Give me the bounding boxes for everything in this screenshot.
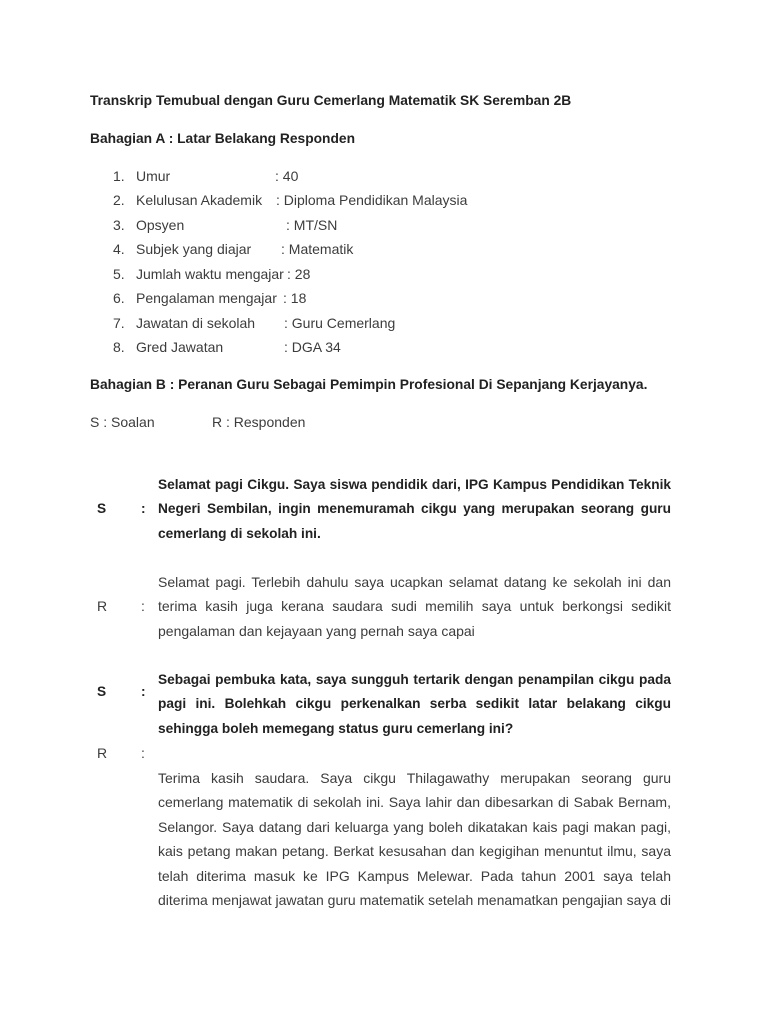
legend-soalan: S : Soalan <box>90 413 155 430</box>
text-line: Sebagai pembuka kata, saya sungguh tertarik dengan penampilan cikgu pada <box>158 671 671 687</box>
list-item-number: 4. <box>113 241 125 257</box>
list-item <box>0 286 768 311</box>
list-item-label: Kelulusan Akademik <box>136 192 263 208</box>
list-item-label: Gred Jawatan <box>136 339 224 355</box>
text-line: kais petang makan petang. Berkat kesusahan dan kegigihan menuntut ilmu, saya <box>158 843 671 859</box>
list-item <box>0 188 768 213</box>
speaker-label: S <box>97 683 107 699</box>
list-item-value: : 40 <box>275 167 299 184</box>
speaker-separator: : <box>141 598 145 614</box>
list-item-label: Opsyen <box>136 216 185 233</box>
list-item-number: 5. <box>113 265 125 282</box>
text-line: diterima menjawat jawatan guru matematik setelah menamatkan pengajian saya di <box>158 892 671 908</box>
text-line: Negeri Sembilan, ingin menemuramah cikgu yang merupakan seorang guru <box>158 501 671 516</box>
text-line: cemerlang matematik di sekolah ini. Saya lahir dan dibesarkan di Sabak Bernam, <box>158 794 671 810</box>
response-text <box>158 570 671 644</box>
list-item-number: 2. <box>113 192 125 208</box>
list-item-number: 1. <box>113 167 125 184</box>
section-a-heading: Bahagian A : Latar Belakang Responden <box>90 130 356 146</box>
text-line: Terima kasih saudara. Saya cikgu Thilagawathy merupakan seorang guru <box>158 769 671 786</box>
list-item-value: : Diploma Pendidikan Malaysia <box>276 192 468 208</box>
text-line: Selangor. Saya datang dari keluarga yang boleh dikatakan kais pagi makan pagi, <box>158 818 671 835</box>
document-title: Transkrip Temubual dengan Guru Cemerlang Matematik SK Seremban 2B <box>90 92 572 108</box>
text-line: sehingga boleh memegang status guru cemerlang ini? <box>158 720 514 736</box>
text-line: Selamat pagi Cikgu. Saya siswa pendidik dari, IPG Kampus Pendidikan Teknik <box>158 476 671 492</box>
legend-responden: R : Responden <box>212 413 306 430</box>
list-item <box>0 237 768 262</box>
list-item-label: Umur <box>136 167 171 184</box>
list-item-number: 6. <box>113 290 125 306</box>
text-line: pengalaman dan kejayaan yang pernah saya capai <box>158 622 475 639</box>
text-line: cemerlang di sekolah ini. <box>158 525 321 541</box>
list-item <box>0 213 768 238</box>
list-item-value: : Guru Cemerlang <box>284 314 396 331</box>
list-item <box>0 262 768 287</box>
list-item-value: : DGA 34 <box>284 339 341 355</box>
list-item-label: Subjek yang diajar <box>136 241 252 257</box>
list-item-label: Jawatan di sekolah <box>136 314 256 331</box>
text-line: terima kasih juga kerana saudara sudi memilih saya untuk berkongsi sedikit <box>158 598 671 614</box>
list-item-value: : Matematik <box>281 241 354 257</box>
list-item <box>0 311 768 336</box>
list-item-number: 8. <box>113 339 125 355</box>
speaker-label: R <box>97 745 108 761</box>
list-item <box>0 164 768 189</box>
speaker-label: S <box>97 501 107 516</box>
text-line: telah diterima masuk ke IPG Kampus Melewar. Pada tahun 2001 saya telah <box>158 867 671 884</box>
list-item-number: 3. <box>113 216 125 233</box>
list-item-number: 7. <box>113 314 125 331</box>
text-line: Selamat pagi. Terlebih dahulu saya ucapkan selamat datang ke sekolah ini dan <box>158 573 671 590</box>
list-item <box>0 335 768 360</box>
list-item-label: Pengalaman mengajar <box>136 290 277 306</box>
text-line: pagi ini. Bolehkah cikgu perkenalkan serba sedikit latar belakang cikgu <box>158 696 671 711</box>
respondent-background-list <box>0 164 768 360</box>
list-item-value: : 28 <box>287 265 311 282</box>
speaker-separator: : <box>141 501 146 516</box>
list-item-value: : 18 <box>283 290 307 306</box>
speaker-label: R <box>97 598 108 614</box>
question-text <box>158 473 671 547</box>
speaker-separator: : <box>141 745 145 761</box>
question-text <box>158 668 671 742</box>
list-item-label: Jumlah waktu mengajar <box>136 265 284 282</box>
section-b-heading: Bahagian B : Peranan Guru Sebagai Pemimpin Profesional Di Sepanjang Kerjayanya. <box>90 376 648 392</box>
speaker-separator: : <box>141 683 146 699</box>
list-item-value: : MT/SN <box>286 216 338 233</box>
response-text <box>158 766 671 913</box>
